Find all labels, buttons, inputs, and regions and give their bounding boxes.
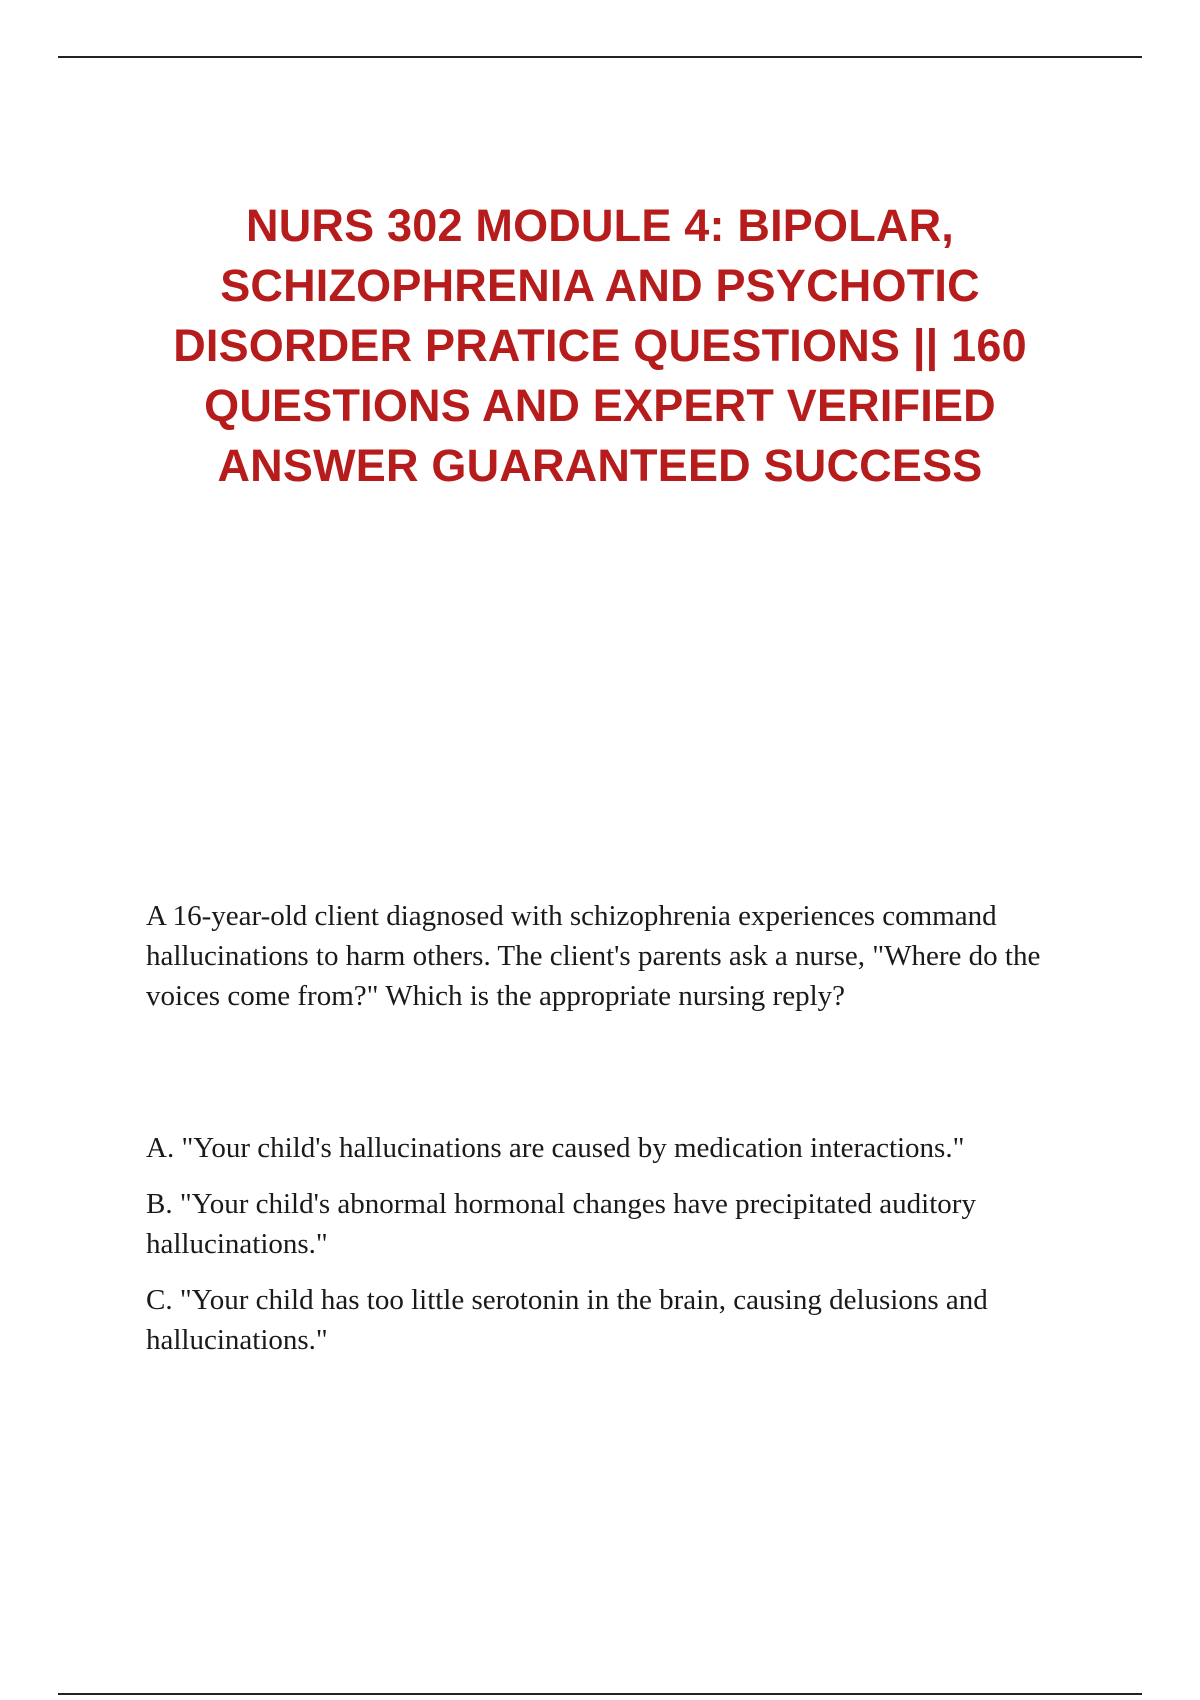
- answer-option-b: B. "Your child's abnormal hormonal changes have precipitated auditory hallucinations.": [146, 1188, 976, 1260]
- bottom-horizontal-rule: [58, 1693, 1142, 1695]
- document-title: NURS 302 MODULE 4: BIPOLAR, SCHIZOPHRENIA AND PSYCHOTIC DISORDER PRATICE QUESTIONS || 160 QUESTIONS AND EXPERT VERIFIED ANSWER GUARANTEED SUCCESS: [173, 200, 1027, 491]
- answer-options-list: [146, 1128, 1096, 1376]
- answer-option-c: C. "Your child has too little serotonin in the brain, causing delusions and hallucinations.": [146, 1284, 988, 1356]
- question-stem: A 16-year-old client diagnosed with schizophrenia experiences command hallucinations to harm others. The client's parents ask a nurse, "Where do the voices come from?" Which is the appropriate nursing reply?: [146, 900, 1041, 1012]
- answer-option-a: A. "Your child's hallucinations are caused by medication interactions.": [146, 1132, 965, 1164]
- top-horizontal-rule: [58, 56, 1142, 58]
